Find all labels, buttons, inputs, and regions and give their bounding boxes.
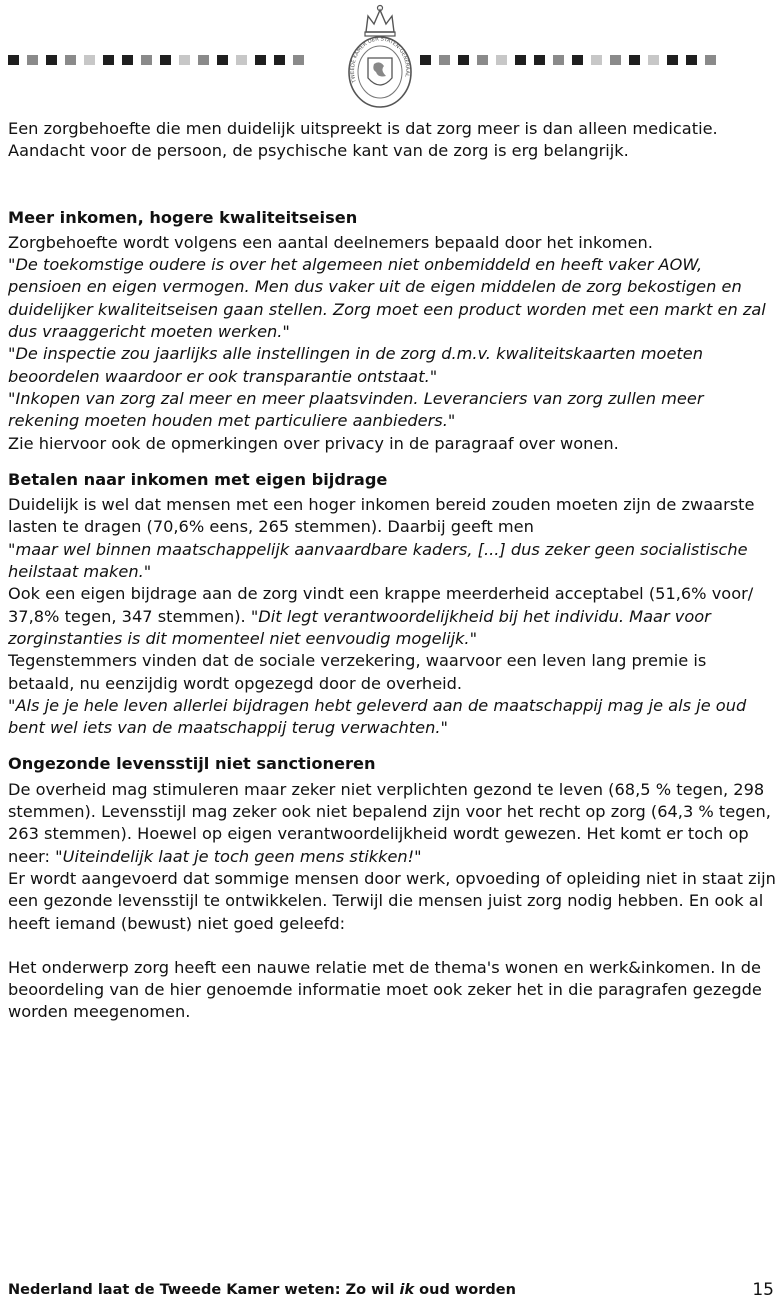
svg-text:TWEEDE KAMER DER STATEN-GENERA: TWEEDE KAMER DER STATEN-GENERAAL bbox=[349, 36, 411, 84]
decorative-dots-left bbox=[8, 55, 304, 65]
paragraph-text: De overheid mag stimuleren maar zeker niet verplichten gezond te leven (68,5 % tegen, 298 stemmen). Levensstijl mag zeker ook niet bepalend zijn voor het recht op zorg (64,3 % tegen, 263 stemmen). Hoewel op eigen verantwoordelijkheid wordt gewezen. Het komt er toch op neer: bbox=[8, 779, 771, 866]
page-body bbox=[8, 118, 776, 1024]
section-heading-lifestyle: Ongezonde levensstijl niet sanctioneren bbox=[8, 754, 376, 774]
decorative-dot bbox=[293, 55, 304, 65]
decorative-dot bbox=[648, 55, 659, 65]
decorative-dot bbox=[103, 55, 114, 65]
page-footer bbox=[8, 1282, 776, 1304]
decorative-dots-right bbox=[420, 55, 716, 65]
quote: "De inspectie zou jaarlijks alle instellingen in de zorg d.m.v. kwaliteitskaarten moeten beoordelen waardoor er ook transparantie ontstaat." bbox=[8, 344, 703, 386]
decorative-dot bbox=[629, 55, 640, 65]
decorative-dot bbox=[667, 55, 678, 65]
decorative-dot bbox=[553, 55, 564, 65]
parliament-seal-icon bbox=[346, 2, 414, 110]
decorative-dot bbox=[274, 55, 285, 65]
paragraph: Zie hiervoor ook de opmerkingen over privacy in de paragraaf over wonen. bbox=[8, 433, 619, 453]
decorative-dot bbox=[439, 55, 450, 65]
paragraph: Duidelijk is wel dat mensen met een hoger inkomen bereid zouden moeten zijn de zwaarste lasten te dragen (70,6% eens, 265 stemmen). Daarbij geeft men bbox=[8, 495, 755, 537]
paragraph: Zorgbehoefte wordt volgens een aantal deelnemers bepaald door het inkomen. bbox=[8, 232, 653, 252]
quote: "maar wel binnen maatschappelijk aanvaardbare kaders, [...] dus zeker geen socialistische heilstaat maken." bbox=[8, 539, 748, 582]
footer-title: Nederland laat de Tweede Kamer weten: Zo wil ik oud worden bbox=[8, 1282, 516, 1298]
decorative-dot bbox=[141, 55, 152, 65]
decorative-dot bbox=[591, 55, 602, 65]
decorative-dot bbox=[496, 55, 507, 65]
paragraph: Er wordt aangevoerd dat sommige mensen door werk, opvoeding of opleiding niet in staat zijn een gezonde levensstijl te ontwikkelen. Terwijl die mensen juist zorg nodig hebben. En ook al heeft iemand (bewust) niet goed geleefd: bbox=[8, 868, 776, 933]
decorative-dot bbox=[217, 55, 228, 65]
decorative-dot bbox=[84, 55, 95, 65]
decorative-dot bbox=[420, 55, 431, 65]
decorative-dot bbox=[198, 55, 209, 65]
decorative-dot bbox=[160, 55, 171, 65]
paragraph bbox=[8, 779, 776, 868]
decorative-dot bbox=[236, 55, 247, 65]
quote: "Inkopen van zorg zal meer en meer plaatsvinden. Leveranciers van zorg zullen meer rekening moeten houden met particuliere aanbieders." bbox=[8, 388, 704, 431]
decorative-dot bbox=[458, 55, 469, 65]
decorative-dot bbox=[46, 55, 57, 65]
section-heading-income: Meer inkomen, hogere kwaliteitseisen bbox=[8, 207, 358, 227]
decorative-dot bbox=[255, 55, 266, 65]
decorative-dot bbox=[179, 55, 190, 65]
paragraph: Het onderwerp zorg heeft een nauwe relatie met de thema's wonen en werk&inkomen. In de beoordeling van de hier genoemde informatie moet ook zeker het in die paragrafen gezegde worden meegenomen. bbox=[8, 957, 762, 1022]
paragraph bbox=[8, 583, 776, 650]
decorative-dot bbox=[610, 55, 621, 65]
decorative-dot bbox=[705, 55, 716, 65]
decorative-dot bbox=[8, 55, 19, 65]
page-number: 15 bbox=[752, 1280, 774, 1300]
paragraph-text: Ook een eigen bijdrage aan de zorg vindt een krappe meerderheid acceptabel (51,6% voor/ 37,8% tegen, 347 stemmen). bbox=[8, 584, 754, 626]
paragraph: Tegenstemmers vinden dat de sociale verzekering, waarvoor een leven lang premie is betaald, nu eenzijdig wordt opgezegd door de overheid. bbox=[8, 651, 707, 693]
decorative-dot bbox=[515, 55, 526, 65]
decorative-dot bbox=[122, 55, 133, 65]
decorative-dot bbox=[65, 55, 76, 65]
page-header bbox=[0, 0, 783, 112]
decorative-dot bbox=[477, 55, 488, 65]
decorative-dot bbox=[27, 55, 38, 65]
quote: "De toekomstige oudere is over het algemeen niet onbemiddeld en heeft vaker AOW, pensioen en eigen vermogen. Men dus vaker uit de eigen middelen de zorg bekostigen en duidelijker kwaliteitseisen gaan stellen. Zorg moet een product worden met een markt en zal dus vraaggericht moeten werken." bbox=[8, 255, 766, 342]
section-heading-payment: Betalen naar inkomen met eigen bijdrage bbox=[8, 469, 388, 489]
quote: "Als je je hele leven allerlei bijdragen hebt geleverd aan de maatschappij mag je als je oud bent wel iets van de maatschappij terug verwachten." bbox=[8, 695, 747, 738]
inline-quote: "Dit legt verantwoordelijkheid bij het individu. Maar voor zorginstanties is dit momenteel niet eenvoudig mogelijk." bbox=[8, 606, 711, 648]
intro-paragraph: Een zorgbehoefte die men duidelijk uitspreekt is dat zorg meer is dan alleen medicatie. Aandacht voor de persoon, de psychische kant van de zorg is erg belangrijk. bbox=[8, 119, 718, 161]
inline-quote: "Uiteindelijk laat je toch geen mens stikken!" bbox=[55, 846, 422, 866]
decorative-dot bbox=[686, 55, 697, 65]
decorative-dot bbox=[534, 55, 545, 65]
decorative-dot bbox=[572, 55, 583, 65]
